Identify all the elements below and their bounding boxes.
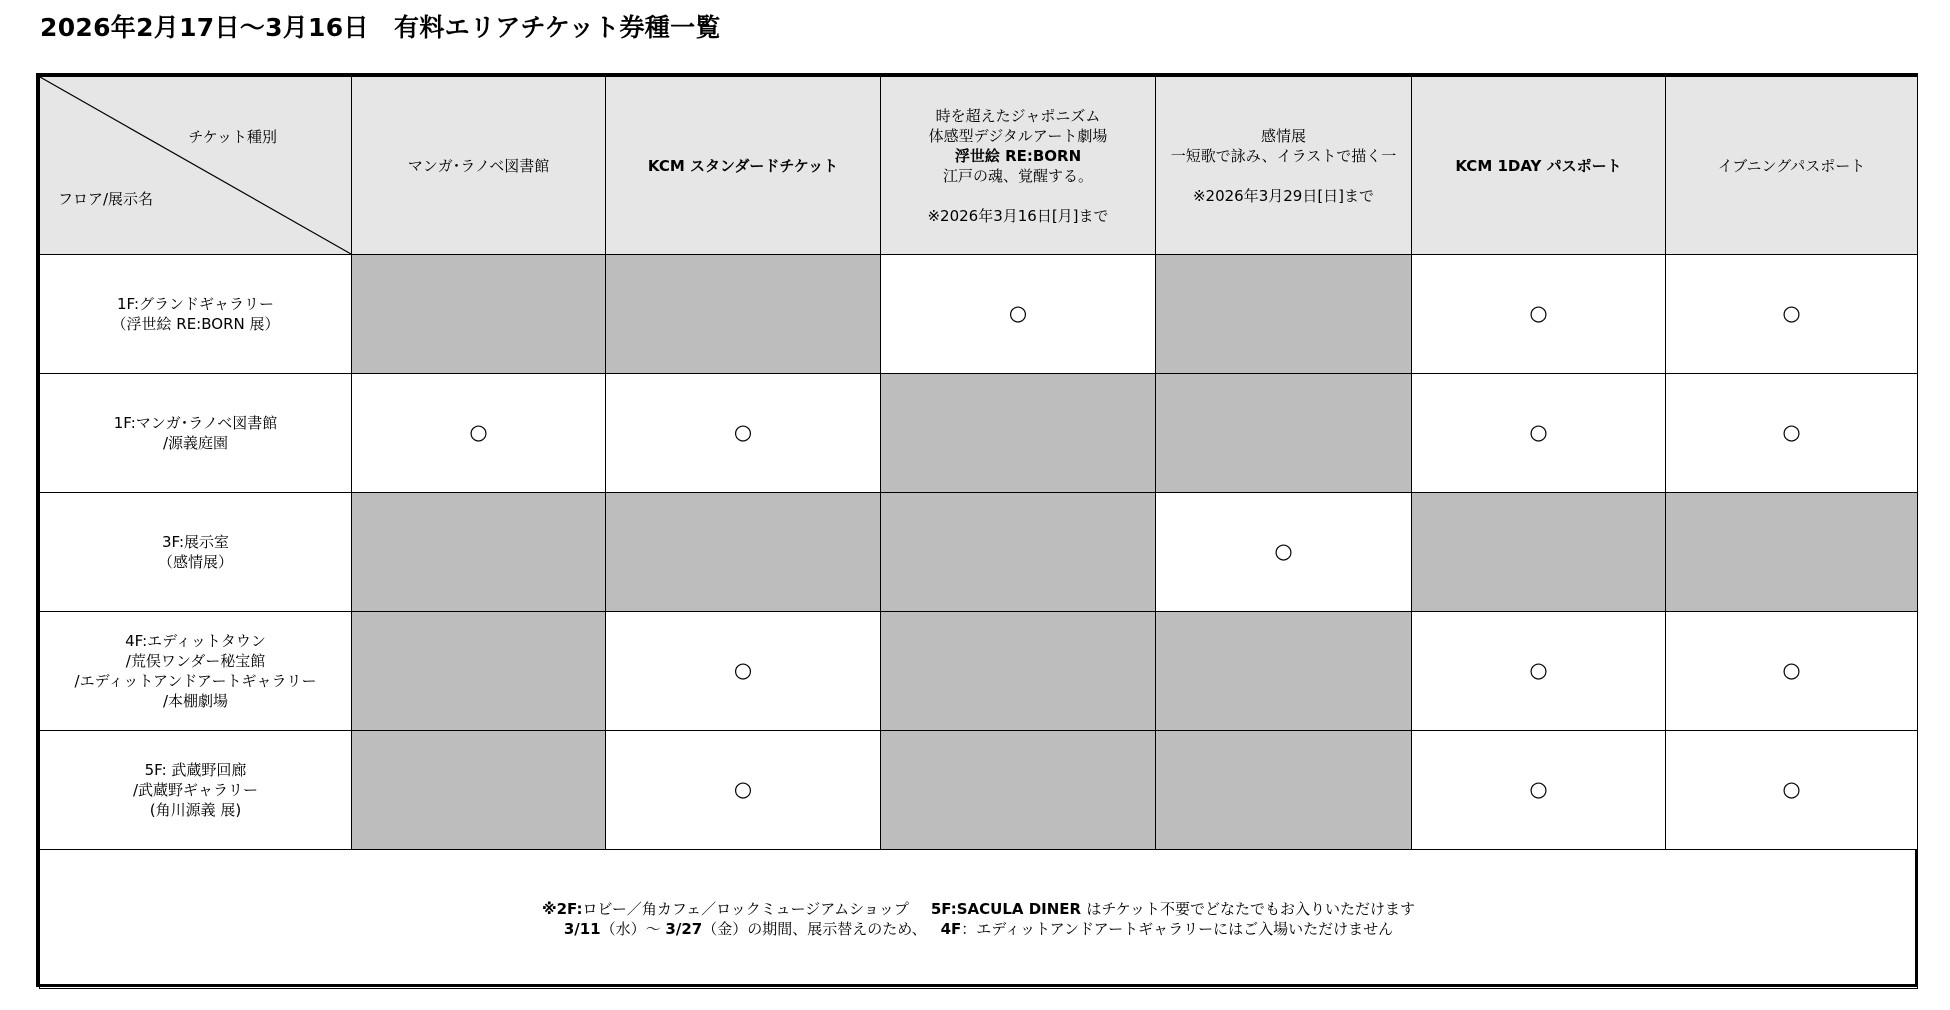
note-line-1: [40, 899, 1917, 919]
availability-mark: ○: [1529, 777, 1548, 801]
availability-mark: ○: [733, 777, 753, 801]
notes-cell: [40, 850, 1918, 989]
availability-cell: [606, 493, 881, 612]
note-no-entry: ：エディットアンドアートギャラリーにはご入場いただけません: [961, 920, 1394, 938]
availability-cell: [1666, 731, 1918, 850]
availability-cell: [1412, 731, 1666, 850]
availability-cell: [1156, 374, 1412, 493]
availability-cell: [1666, 612, 1918, 731]
row-header-4f-edit-town: 4F:エディットタウン /荒俣ワンダー秘宝館 /エディットアンドアートギャラリー /本棚劇場: [40, 612, 352, 731]
note-start-weekday: （水）～: [600, 920, 666, 938]
availability-cell: [1156, 255, 1412, 374]
column-header-evening-passport: イブニングパスポート: [1666, 77, 1918, 255]
availability-cell: [1156, 731, 1412, 850]
availability-mark: ○: [1782, 658, 1801, 682]
ticket-table-frame: [36, 73, 1918, 987]
note-2f-prefix: ※2F:: [542, 900, 583, 918]
availability-mark: ○: [1529, 420, 1548, 444]
availability-cell: [1666, 493, 1918, 612]
floor-exhibit-label: フロア/展示名: [58, 190, 154, 208]
availability-mark: ○: [1782, 777, 1801, 801]
note-end-date: 3/27: [665, 920, 703, 938]
availability-cell: [1156, 612, 1412, 731]
availability-cell: [881, 255, 1156, 374]
availability-mark: ○: [469, 420, 488, 444]
note-line-2: [40, 919, 1917, 939]
note-4f-prefix: 4F: [940, 920, 962, 938]
availability-mark: ○: [1782, 301, 1801, 325]
availability-cell: [1412, 612, 1666, 731]
column-header-ukiyoe-reborn: [881, 77, 1156, 255]
row-header-3f-exhibition-room: 3F:展示室 （感情展）: [40, 493, 352, 612]
table-row: [40, 612, 1918, 731]
availability-cell: [352, 374, 606, 493]
availability-mark: ○: [1274, 539, 1293, 563]
row-header-5f-musashino: 5F: 武蔵野回廊 /武蔵野ギャラリー (角川源義 展): [40, 731, 352, 850]
column-header-manga-library: マンガ･ラノベ図書館: [352, 77, 606, 255]
note-start-date: 3/11: [563, 920, 601, 938]
corner-header-cell: [40, 77, 352, 255]
availability-mark: ○: [1008, 301, 1028, 325]
availability-cell: [1412, 493, 1666, 612]
note-period-reason: （金）の期間、展示替えのため、: [702, 920, 927, 938]
row-header-1f-grand-gallery: 1F:グランドギャラリー （浮世絵 RE:BORN 展）: [40, 255, 352, 374]
row-header-1f-manga-library: 1F:マンガ･ラノベ図書館 /源義庭園: [40, 374, 352, 493]
availability-mark: ○: [733, 420, 753, 444]
availability-cell: [1412, 374, 1666, 493]
availability-cell: [352, 493, 606, 612]
availability-mark: ○: [1782, 420, 1801, 444]
availability-mark: ○: [733, 658, 753, 682]
availability-cell: [1412, 255, 1666, 374]
availability-cell: [352, 612, 606, 731]
availability-cell: [1666, 374, 1918, 493]
ukiyoe-reborn-label: 時を超えたジャポニズム 体感型デジタルアート劇場 浮世絵 RE:BORN 江戸の魂、覚醒する。 ※2026年3月16日[月]まで: [927, 106, 1109, 225]
availability-cell: [881, 374, 1156, 493]
note-5f-prefix: 5F:SACULA DINER: [930, 900, 1087, 918]
diagonal-divider: [40, 77, 351, 254]
ticket-type-label: チケット種別: [188, 128, 277, 146]
table-row: [40, 255, 1918, 374]
availability-mark: ○: [1529, 301, 1548, 325]
availability-cell: [606, 612, 881, 731]
table-row: [40, 493, 1918, 612]
availability-cell: [881, 731, 1156, 850]
note-2f-areas: ロビー／角カフェ／ロックミュージアムショップ: [582, 900, 909, 918]
ticket-table: [39, 76, 1918, 989]
availability-cell: [881, 612, 1156, 731]
page-title: 2026年2月17日～3月16日 有料エリアチケット券種一覧: [40, 13, 721, 42]
availability-cell: [606, 731, 881, 850]
availability-cell: [881, 493, 1156, 612]
table-row: [40, 374, 1918, 493]
header-row: [40, 77, 1918, 255]
availability-cell: [1666, 255, 1918, 374]
availability-cell: [352, 255, 606, 374]
availability-mark: ○: [1529, 658, 1548, 682]
column-header-standard-ticket: KCM スタンダードチケット: [606, 77, 881, 255]
table-row: [40, 731, 1918, 850]
notes-row: [40, 850, 1918, 989]
availability-cell: [352, 731, 606, 850]
column-header-1day-passport: KCM 1DAY パスポート: [1412, 77, 1666, 255]
availability-cell: [606, 255, 881, 374]
note-free-entry: はチケット不要でどなたでもお入りいただけます: [1086, 900, 1415, 918]
availability-cell: [1156, 493, 1412, 612]
column-header-emotion-exhibit: 感情展 一短歌で詠み、イラストで描く一 ※2026年3月29日[日]まで: [1156, 77, 1412, 255]
availability-cell: [606, 374, 881, 493]
